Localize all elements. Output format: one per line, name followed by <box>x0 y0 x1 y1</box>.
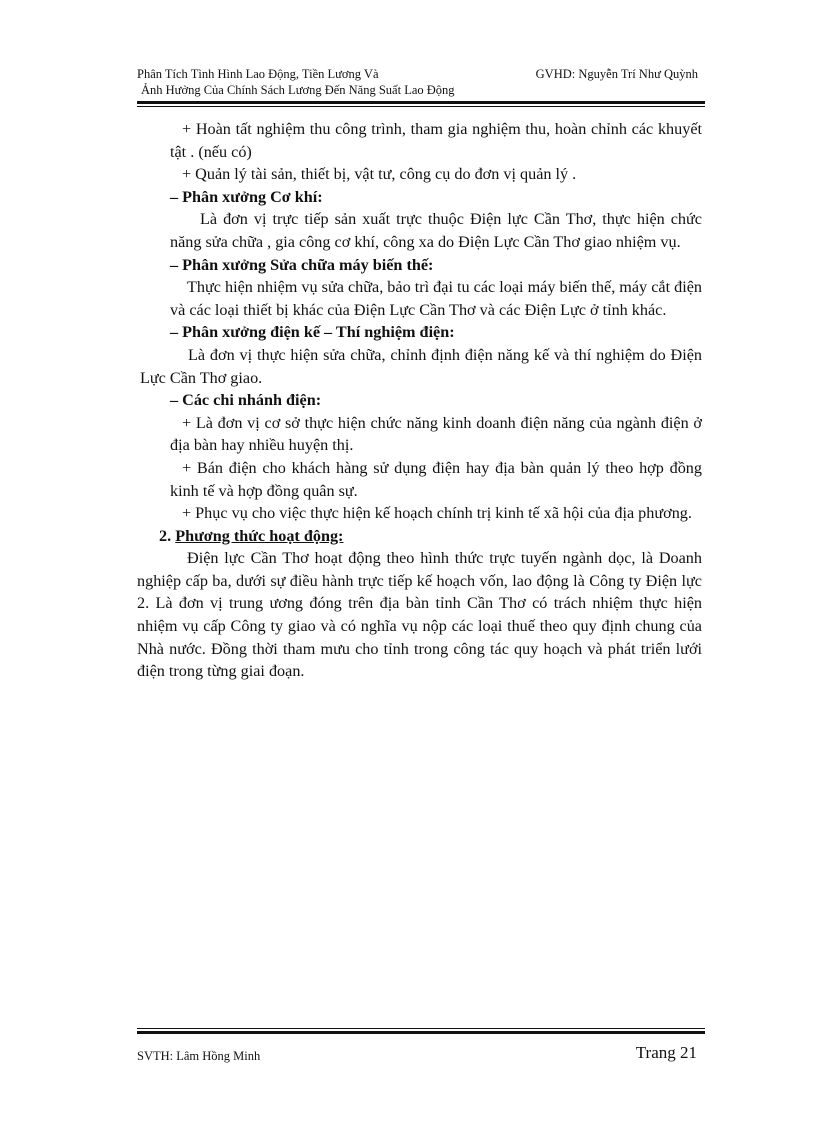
section-title <box>137 525 702 548</box>
header-title <box>137 66 455 98</box>
paragraph: Điện lực Cần Thơ hoạt động theo hình thức trực tuyến ngành dọc, là Doanh nghiệp cấp ba, dưới sự điều hành trực tiếp kế hoạch vốn, lao động là Công ty Điện lực 2. Là đơn vị trung ương đóng trên địa bàn tỉnh Cần Thơ có trách nhiệm thực hiện nhiệm vụ cấp Công ty giao và có nghĩa vụ nộp các loại thuế theo quy định chung của Nhà nước. Đồng thời tham mưu cho tỉnh trong công tác quy hoạch và phát triển lưới điện trong từng giai đoạn. <box>137 549 702 681</box>
footer-rule-thick <box>137 1031 705 1034</box>
page-number: Trang 21 <box>635 1043 697 1062</box>
footer-rule-thin <box>137 1028 705 1029</box>
section-number: 2. <box>159 526 176 545</box>
paragraph: + Bán điện cho khách hàng sử dụng điện hay địa bàn quản lý theo hợp đồng kinh tế và hợp đồng quân sự. <box>170 458 702 500</box>
section-heading: – Phân xưởng Sửa chữa máy biến thế: <box>170 255 434 274</box>
page-body <box>137 118 702 683</box>
header-title-line2: Ảnh Hưởng Của Chính Sách Lương Đến Năng Suất Lao Động <box>141 83 455 97</box>
section-heading: – Phân xưởng điện kế – Thí nghiệm điện: <box>170 323 455 342</box>
paragraph: + Quản lý tài sản, thiết bị, vật tư, công cụ do đơn vị quản lý . <box>182 165 577 184</box>
section-heading: – Phân xưởng Cơ khí: <box>170 187 323 206</box>
header-rule-thin <box>137 106 705 107</box>
paragraph: + Là đơn vị cơ sở thực hiện chức năng kinh doanh điện năng của ngành điện ở địa bàn hay nhiều huyện thị. <box>170 413 702 455</box>
section-heading: – Các chi nhánh điện: <box>170 391 322 410</box>
header-title-line1: Phân Tích Tình Hình Lao Động, Tiền Lương Và <box>137 67 379 81</box>
paragraph: + Hoàn tất nghiệm thu công trình, tham gia nghiệm thu, hoàn chỉnh các khuyết tật . (nếu có) <box>170 120 702 161</box>
paragraph: Là đơn vị thực hiện sửa chữa, chỉnh định điện năng kế và thí nghiệm do Điện Lực Cần Thơ giao. <box>140 345 702 387</box>
header-rule-thick <box>137 101 705 104</box>
section-title-text: Phương thức hoạt động: <box>175 526 344 545</box>
paragraph: Thực hiện nhiệm vụ sửa chữa, bảo trì đại tu các loại máy biến thế, máy cắt điện và các loại thiết bị khác của Điện Lực Cần Thơ và các Điện Lực ở tỉnh khác. <box>170 278 702 319</box>
header-advisor: GVHD: Nguyễn Trí Như Quỳnh <box>535 67 698 81</box>
paragraph: Là đơn vị trực tiếp sản xuất trực thuộc Điện lực Cần Thơ, thực hiện chức năng sửa chữa , gia công cơ khí, công xa do Điện Lực Cần Thơ giao nhiệm vụ. <box>170 210 702 251</box>
footer-student: SVTH: Lâm Hồng Minh <box>137 1049 261 1063</box>
paragraph: + Phục vụ cho việc thực hiện kế hoạch chính trị kinh tế xã hội của địa phương. <box>182 504 692 523</box>
